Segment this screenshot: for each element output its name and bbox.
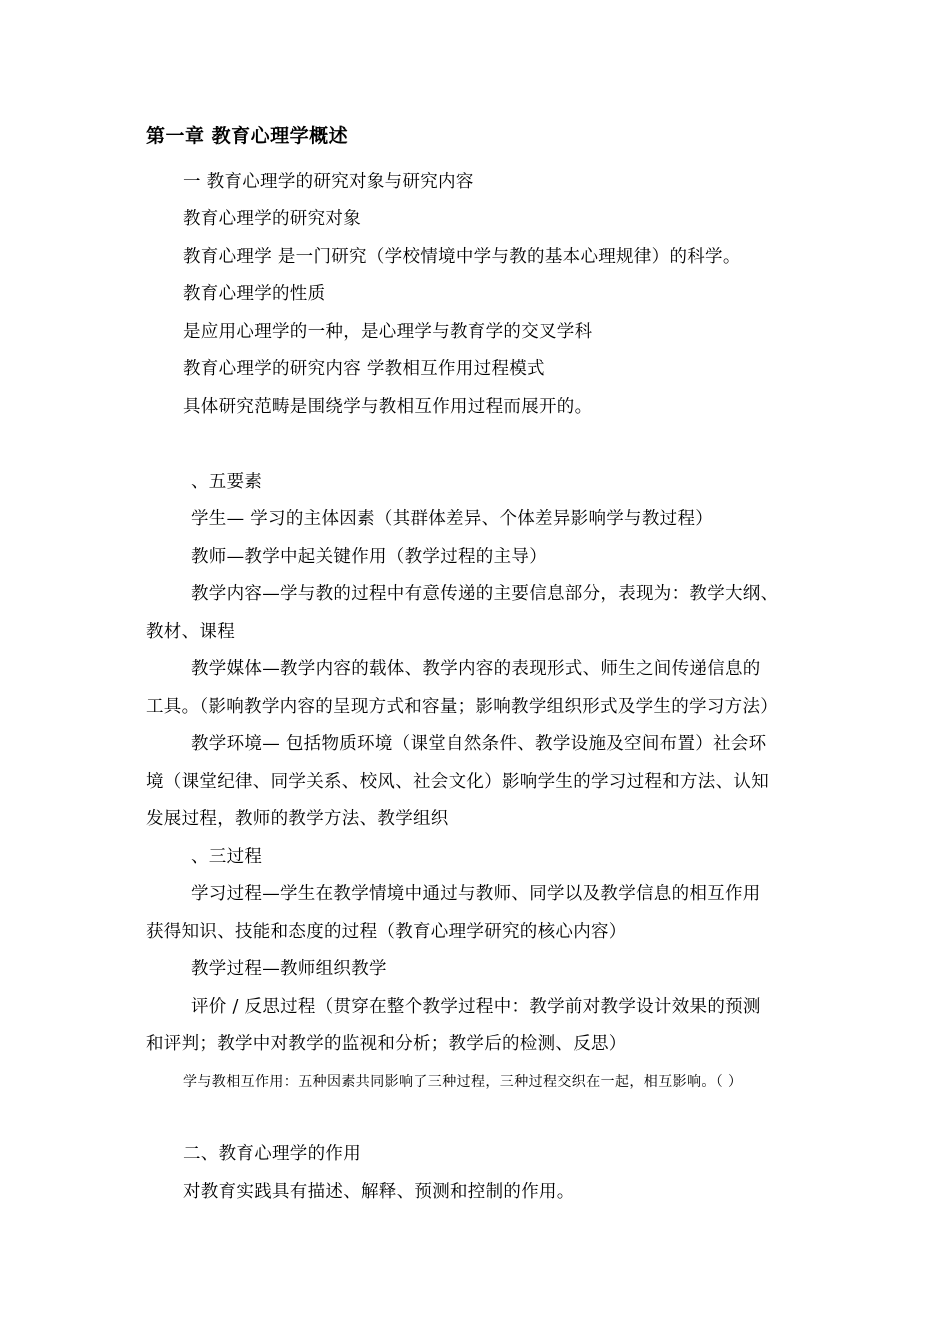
interaction-note: 学与教相互作用：五种因素共同影响了三种过程，三种过程交织在一起，相互影响。（ ） <box>183 1074 743 1090</box>
element-environment-line-3: 发展过程，教师的教学方法、教学组织 <box>146 809 449 829</box>
element-content-line-1: 教学内容—学与教的过程中有意传递的主要信息部分，表现为：教学大纲、 <box>191 584 779 604</box>
process-evaluation-line-1: 评价 / 反思过程（贯穿在整个教学过程中：教学前对教学设计效果的预测 <box>191 997 761 1017</box>
five-elements-heading: 、五要素 <box>191 472 263 492</box>
element-teacher: 教师—教学中起关键作用（教学过程的主导） <box>191 547 547 567</box>
process-teaching: 教学过程—教师组织教学 <box>191 959 387 979</box>
element-environment-line-1: 教学环境— 包括物质环境（课堂自然条件、教学设施及空间布置）社会环 <box>191 734 767 754</box>
chapter-title: 第一章 教育心理学概述 <box>146 125 349 147</box>
research-scope-line: 具体研究范畴是围绕学与教相互作用过程而展开的。 <box>183 397 593 417</box>
process-evaluation-line-2: 和评判；教学中对教学的监视和分析；教学后的检测、反思） <box>146 1034 627 1054</box>
section-2-body: 对教育实践具有描述、解释、预测和控制的作用。 <box>183 1182 575 1202</box>
element-media-line-2: 工具。（影响教学内容的呈现方式和容量；影响教学组织形式及学生的学习方法） <box>146 697 779 717</box>
element-content-line-2: 教材、课程 <box>146 622 235 642</box>
element-environment-line-2: 境（课堂纪律、同学关系、校风、社会文化）影响学生的学习过程和方法、认知 <box>146 772 769 792</box>
three-processes-heading: 、三过程 <box>191 847 263 867</box>
research-content-line: 教育心理学的研究内容 学教相互作用过程模式 <box>183 359 545 379</box>
research-object-label: 教育心理学的研究对象 <box>183 209 361 229</box>
definition-line: 教育心理学 是一门研究（学校情境中学与教的基本心理规律）的科学。 <box>183 247 741 267</box>
process-learning-line-2: 获得知识、技能和态度的过程（教育心理学研究的核心内容） <box>146 922 627 942</box>
process-learning-line-1: 学习过程—学生在教学情境中通过与教师、同学以及教学信息的相互作用 <box>191 884 761 904</box>
section-2-heading: 二、教育心理学的作用 <box>183 1144 361 1164</box>
element-media-line-1: 教学媒体—教学内容的载体、教学内容的表现形式、师生之间传递信息的 <box>191 659 761 679</box>
element-student: 学生— 学习的主体因素（其群体差异、个体差异影响学与教过程） <box>191 509 714 529</box>
section-1-heading: 一 教育心理学的研究对象与研究内容 <box>183 172 474 192</box>
nature-label: 教育心理学的性质 <box>183 284 326 304</box>
nature-line: 是应用心理学的一种，是心理学与教育学的交叉学科 <box>183 322 593 342</box>
